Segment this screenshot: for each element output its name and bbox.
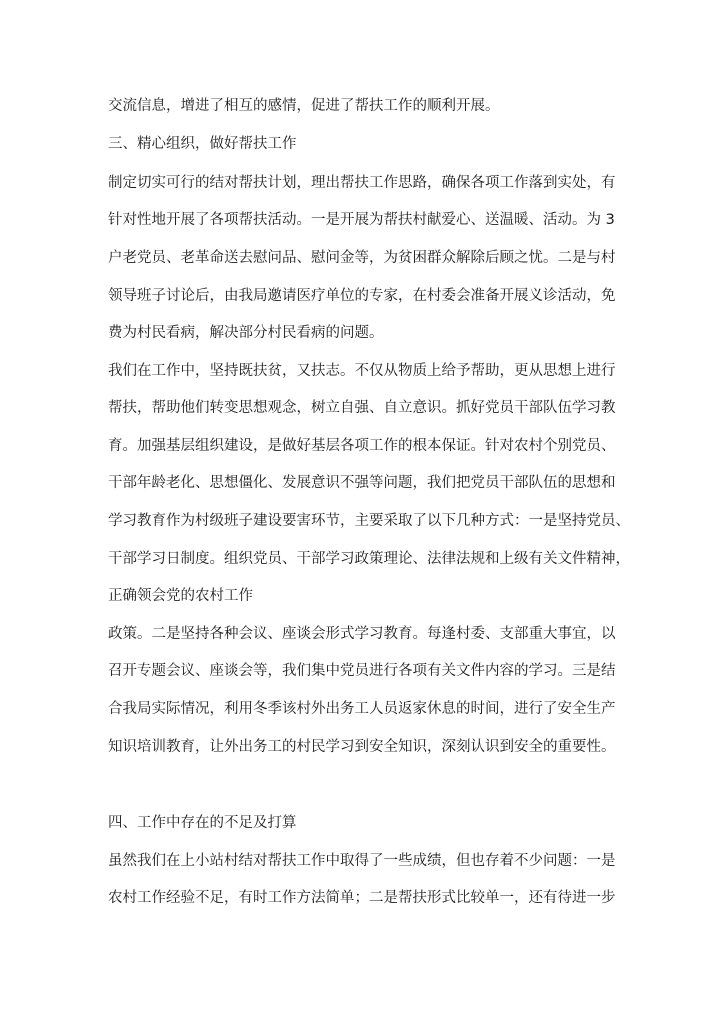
paragraph-line: 育。加强基层组织建设，是做好基层各项工作的根本保证。针对农村个别党员、 [108, 438, 616, 454]
paragraph-line: 帮扶，帮助他们转变思想观念，树立自强、自立意识。抓好党员干部队伍学习教 [108, 400, 616, 416]
paragraph-line: 干部年龄老化、思想僵化、发展意识不强等问题，我们把党员干部队伍的思想和 [108, 475, 616, 491]
paragraph-line: 正确领会党的农村工作 [108, 588, 253, 604]
section-heading: 三、精心组织，做好帮扶工作 [108, 136, 297, 152]
paragraph-line: 我们在工作中，坚持既扶贫，又扶志。不仅从物质上给予帮助，更从思想上进行 [108, 363, 616, 379]
paragraph-line: 户老党员、老革命送去慰问品、慰问金等，为贫困群众解除后顾之忧。二是与村 [108, 250, 616, 266]
paragraph-line: 学习教育作为村级班子建设要害环节，主要采取了以下几种方式：一是坚持党员、 [108, 513, 630, 529]
paragraph-line: 虽然我们在上小站村结对帮扶工作中取得了一些成绩，但也存着不少问题：一是 [108, 853, 616, 869]
paragraph-line: 政策。二是坚持各种会议、座谈会形式学习教育。每逢村委、支部重大事宜，以 [108, 626, 616, 642]
paragraph-line: 合我局实际情况，利用冬季该村外出务工人员返家休息的时间，进行了安全生产 [108, 701, 616, 717]
paragraph-line: 制定切实可行的结对帮扶计划，理出帮扶工作思路，确保各项工作落到实处，有 [108, 175, 616, 191]
paragraph-line: 农村工作经验不足，有时工作方法简单；二是帮扶形式比较单一，还有待进一步 [108, 890, 616, 906]
section-heading: 四、工作中存在的不足及打算 [108, 815, 297, 831]
paragraph-line: 针对性地开展了各项帮扶活动。一是开展为帮扶村献爱心、送温暖、活动。为 3 [108, 212, 615, 228]
paragraph-line: 干部学习日制度。组织党员、干部学习政策理论、法律法规和上级有关文件精神， [108, 551, 630, 567]
paragraph-line: 费为村民看病，解决部分村民看病的问题。 [108, 325, 384, 341]
paragraph-line: 交流信息，增进了相互的感情，促进了帮扶工作的顺利开展。 [108, 98, 500, 114]
paragraph-line: 知识培训教育，让外出务工的村民学习到安全知识，深刻认识到安全的重要性。 [108, 739, 616, 755]
paragraph-line: 召开专题会议、座谈会等，我们集中党员进行各项有关文件内容的学习。三是结 [108, 663, 616, 679]
paragraph-line: 领导班子讨论后，由我局邀请医疗单位的专家，在村委会准备开展义诊活动，免 [108, 288, 616, 304]
